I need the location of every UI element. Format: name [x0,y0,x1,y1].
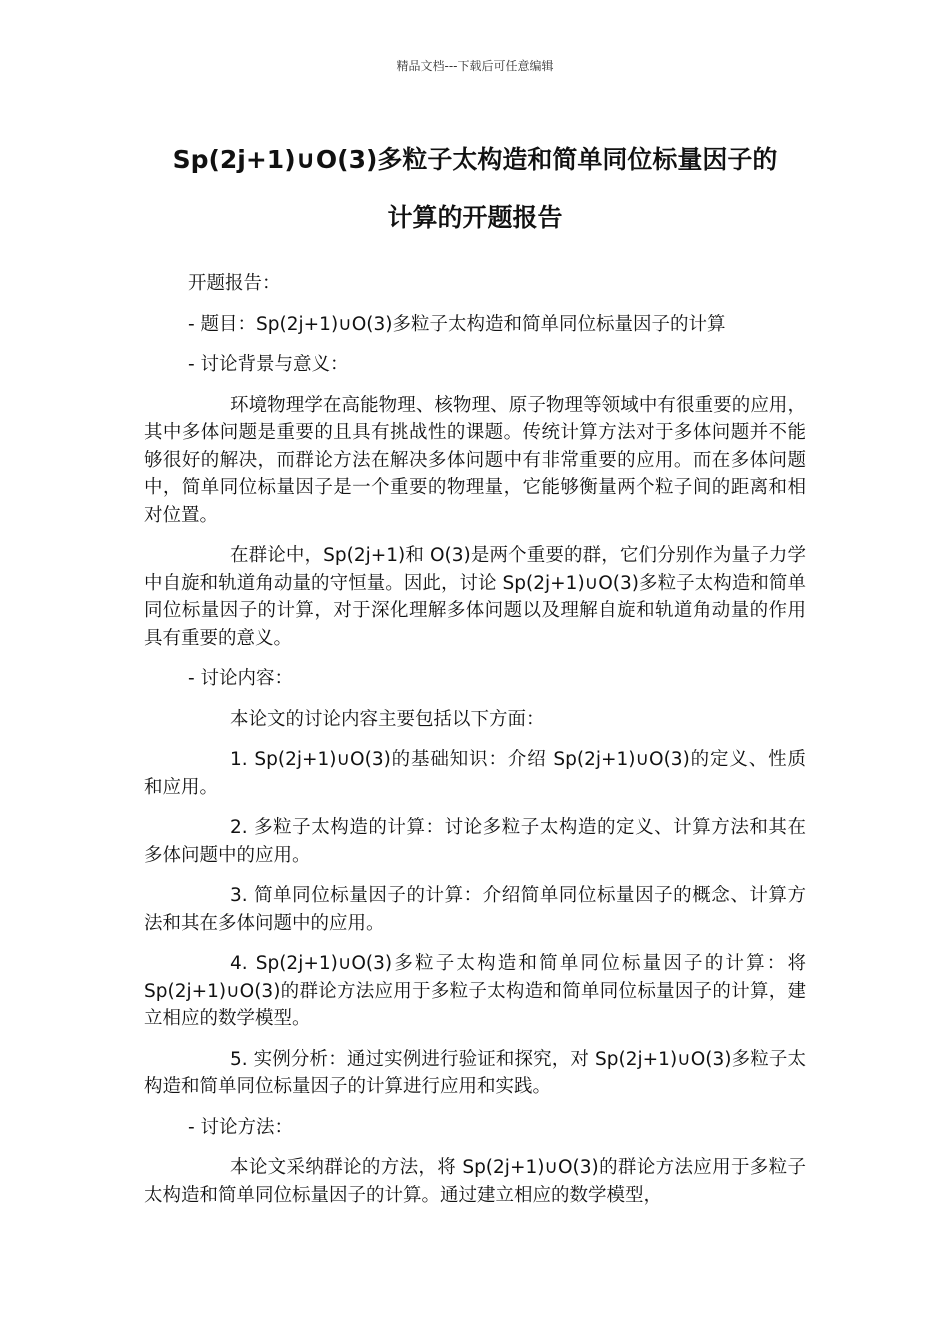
report-label: 开题报告： [188,273,281,294]
content-item-1: 1. Sp(2j+1)∪O(3)的基础知识：介绍 Sp(2j+1)∪O(3)的定义、性质和应用。 [144,749,806,798]
document-body [144,270,806,1222]
document-title-line-1: Sp(2j+1)∪O(3)多粒子太构造和简单同位标量因子的 [172,145,778,174]
method-paragraph-1: 本论文采纳群论的方法，将 Sp(2j+1)∪O(3)的群论方法应用于多粒子太构造和简单同位标量因子的计算。通过建立相应的数学模型， [144,1157,806,1206]
content-intro: 本论文的讨论内容主要包括以下方面： [230,708,545,730]
content-heading: - 讨论内容： [188,668,294,689]
header-note: 精品文档---下载后可任意编辑 [396,59,554,73]
content-item-4: 4. Sp(2j+1)∪O(3)多粒子太构造和简单同位标量因子的计算：将 Sp(2j+1)∪O(3)的群论方法应用于多粒子太构造和简单同位标量因子的计算，建立相应的数学模型。 [144,953,806,1029]
topic-line: - 题目：Sp(2j+1)∪O(3)多粒子太构造和简单同位标量因子的计算 [188,313,726,335]
content-item-2: 2. 多粒子太构造的计算：讨论多粒子太构造的定义、计算方法和其在多体问题中的应用。 [144,817,806,866]
content-item-3: 3. 简单同位标量因子的计算：介绍简单同位标量因子的概念、计算方法和其在多体问题中的应用。 [144,885,806,934]
content-item-5: 5. 实例分析：通过实例进行验证和探究，对 Sp(2j+1)∪O(3)多粒子太构造和简单同位标量因子的计算进行应用和实践。 [144,1048,806,1097]
background-paragraph-1: 环境物理学在高能物理、核物理、原子物理等领域中有很重要的应用，其中多体问题是重要的且具有挑战性的课题。传统计算方法对于多体问题并不能够很好的解决，而群论方法在解决多体问题中有非常重要的应用。而在多体问题中，简单同位标量因子是一个重要的物理量，它能够衡量两个粒子间的距离和相对位置。 [144,394,806,526]
background-paragraph-2: 在群论中，Sp(2j+1)和 O(3)是两个重要的群，它们分别作为量子力学中自旋和轨道角动量的守恒量。因此，讨论 Sp(2j+1)∪O(3)多粒子太构造和简单同位标量因子的计算，对于深化理解多体问题以及理解自旋和轨道角动量的作用具有重要的意义。 [144,545,806,649]
method-heading: - 讨论方法： [188,1116,294,1138]
background-heading: - 讨论背景与意义： [188,354,349,375]
document-title-line-2: 计算的开题报告 [387,203,563,232]
